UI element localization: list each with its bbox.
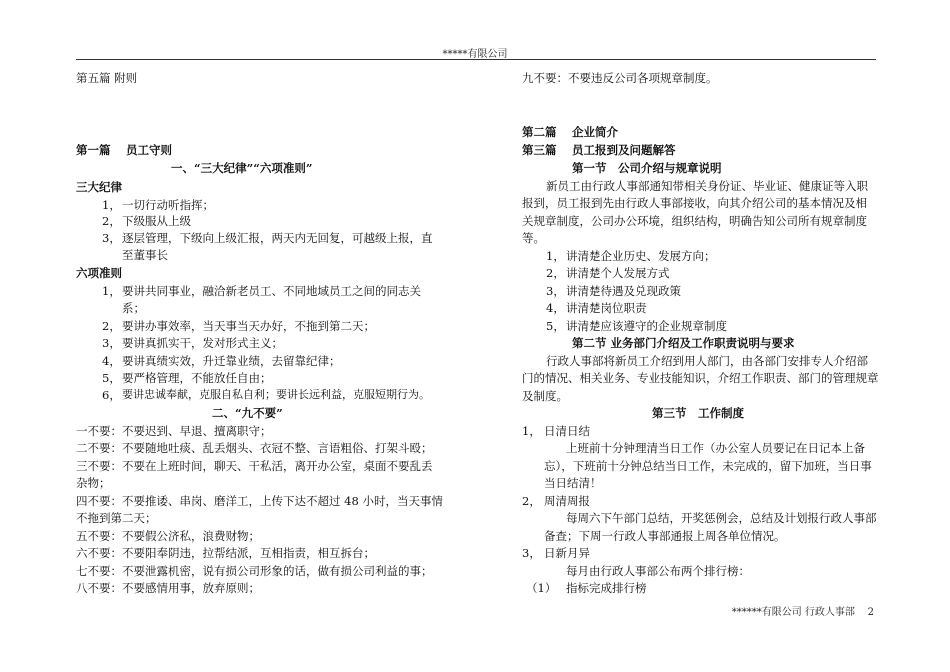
page-footer <box>732 603 874 618</box>
paragraph-line: 当日结清！ <box>544 476 602 490</box>
paragraph-line: 新员工由行政人事部通知带相关身份证、毕业证、健康证等入职 <box>546 179 868 193</box>
list-item: 讲清楚应该遵守的企业规章制度 <box>566 319 727 333</box>
paragraph-line: 门的情况、相关业务、专业技能知识，介绍工作职责、部门的管理规章 <box>522 371 879 385</box>
chapter-title: 第二篇 企业简介 <box>522 125 619 139</box>
list-number: 3， <box>102 336 121 350</box>
list-item-title: 日清日结 <box>544 424 590 438</box>
paragraph-line: 关规章制度，公司办公环境，组织结构，明确告知公司所有规章制度 <box>522 214 867 228</box>
list-number: 5， <box>102 371 121 385</box>
list-item: 逐层管理，下级向上级汇报，两天内无回复，可越级上报，直 <box>122 231 433 245</box>
list-item-continuation: 杂物； <box>76 476 111 490</box>
list-item: 要严格管理，不能放任自由； <box>122 371 272 385</box>
subsection-title: 六项准则 <box>76 266 122 280</box>
list-item-continuation: 系； <box>122 301 145 315</box>
page-number: 2 <box>867 607 874 618</box>
list-item-title: 日新月异 <box>544 546 590 560</box>
list-item: 讲清楚企业历史、发展方向； <box>566 249 716 263</box>
list-item: 要讲忠诚奉献，克服自私自利；要讲长远利益，克服短期行为。 <box>122 388 430 401</box>
paragraph-line: 每周六下午部门总结，开奖惩例会，总结及计划报行政人事部 <box>566 511 877 525</box>
chapter-title: 第三篇 员工报到及问题解答 <box>522 143 676 157</box>
subsection-title: 三大纪律 <box>76 180 122 194</box>
list-item: 要讲真绩实效，升迁靠业绩，去留靠纪律； <box>122 354 341 368</box>
list-item: 六不要：不要阳奉阴违，拉帮结派，互相指责，相互拆台； <box>76 546 375 560</box>
list-item: 讲清楚待遇及兑现政策 <box>566 284 681 298</box>
list-number: 4， <box>546 301 565 315</box>
list-item: 讲清楚岗位职责 <box>566 301 647 315</box>
list-item-continuation: 不拖到第二天； <box>76 511 157 525</box>
list-number: 2， <box>102 319 121 333</box>
list-item: 要讲共同事业，融洽新老员工、不同地域员工之间的同志关 <box>122 284 421 298</box>
list-number: 6， <box>102 388 121 402</box>
list-item-title: 周清周报 <box>544 494 590 508</box>
list-item: 指标完成排行榜 <box>566 581 647 595</box>
list-item: 八不要：不要感情用事，放弃原则； <box>76 581 260 595</box>
paragraph-line: 及制度。 <box>522 389 568 403</box>
list-number: 3， <box>102 231 121 245</box>
list-item: 一切行动听指挥； <box>122 198 214 212</box>
list-number: 3， <box>522 546 541 560</box>
section-title: 第三节 工作制度 <box>652 406 744 420</box>
header-company: *****有限公司 <box>442 49 508 60</box>
chapter-title: 第一篇 员工守则 <box>76 143 173 157</box>
paragraph-line: 上班前十分钟理清当日工作（办公室人员要记在日记本上备 <box>566 441 865 455</box>
list-number: 1， <box>546 249 565 263</box>
paragraph-line: 报到，员工报到先由行政人事部接收，向其介绍公司的基本情况及相 <box>522 196 867 210</box>
list-item: 讲清楚个人发展方式 <box>566 266 670 280</box>
list-item: 四不要：不要推诿、串岗、磨洋工，上传下达不超过 48 小时，当天事情 <box>76 494 443 508</box>
list-item: 三不要：不要在上班时间，聊天、干私活，离开办公室，桌面不要乱丢 <box>76 459 433 473</box>
list-item: 一不要：不要迟到、早退、擅离职守； <box>76 424 272 438</box>
list-item: 要讲办事效率，当天事当天办好，不拖到第二天； <box>122 319 375 333</box>
section-title: 第二节 业务部门介绍及工作职责说明与要求 <box>572 336 795 350</box>
paragraph-line: 每月由行政人事部公布两个排行榜： <box>566 564 750 578</box>
section-title: 一、“三大纪律”“六项准则” <box>171 161 313 175</box>
list-number: 1， <box>102 284 121 298</box>
list-item: 七不要：不要泄露机密，说有损公司形象的话，做有损公司利益的事； <box>76 564 433 578</box>
paragraph-line: 备查；下周一行政人事部通报上周各单位情况。 <box>544 529 786 543</box>
list-number: 1， <box>522 424 541 438</box>
part-heading: 第五篇 附则 <box>76 71 138 85</box>
list-item: 要讲真抓实干，发对形式主义； <box>122 336 283 350</box>
list-item-continuation: 至董事长 <box>122 248 168 262</box>
list-number: 2， <box>102 214 121 228</box>
list-item: 五不要：不要假公济私，浪费财物； <box>76 529 260 543</box>
list-number: 5， <box>546 319 565 333</box>
list-number: （1） <box>526 581 557 595</box>
list-item: 二不要：不要随地吐痰、乱丢烟头、衣冠不整、言语粗俗、打架斗殴； <box>76 441 433 455</box>
list-item: 下级服从上级 <box>122 214 191 228</box>
section-title: 二、“九不要” <box>212 406 283 420</box>
list-number: 3， <box>546 284 565 298</box>
list-number: 1， <box>102 198 121 212</box>
section-title: 第一节 公司介绍与规章说明 <box>572 161 722 175</box>
list-number: 2， <box>546 266 565 280</box>
page-header <box>0 45 950 60</box>
footer-text: ******有限公司 行政人事部 <box>731 607 855 618</box>
list-item: 九不要：不要违反公司各项规章制度。 <box>522 71 718 85</box>
paragraph-line: 忘），下班前十分钟总结当日工作，未完成的，留下加班，当日事 <box>544 459 872 473</box>
paragraph-line: 等。 <box>522 231 545 245</box>
list-number: 4， <box>102 354 121 368</box>
header-divider <box>76 59 876 60</box>
list-number: 2， <box>522 494 541 508</box>
paragraph-line: 行政人事部将新员工介绍到用人部门，由各部门安排专人介绍部 <box>546 354 868 368</box>
